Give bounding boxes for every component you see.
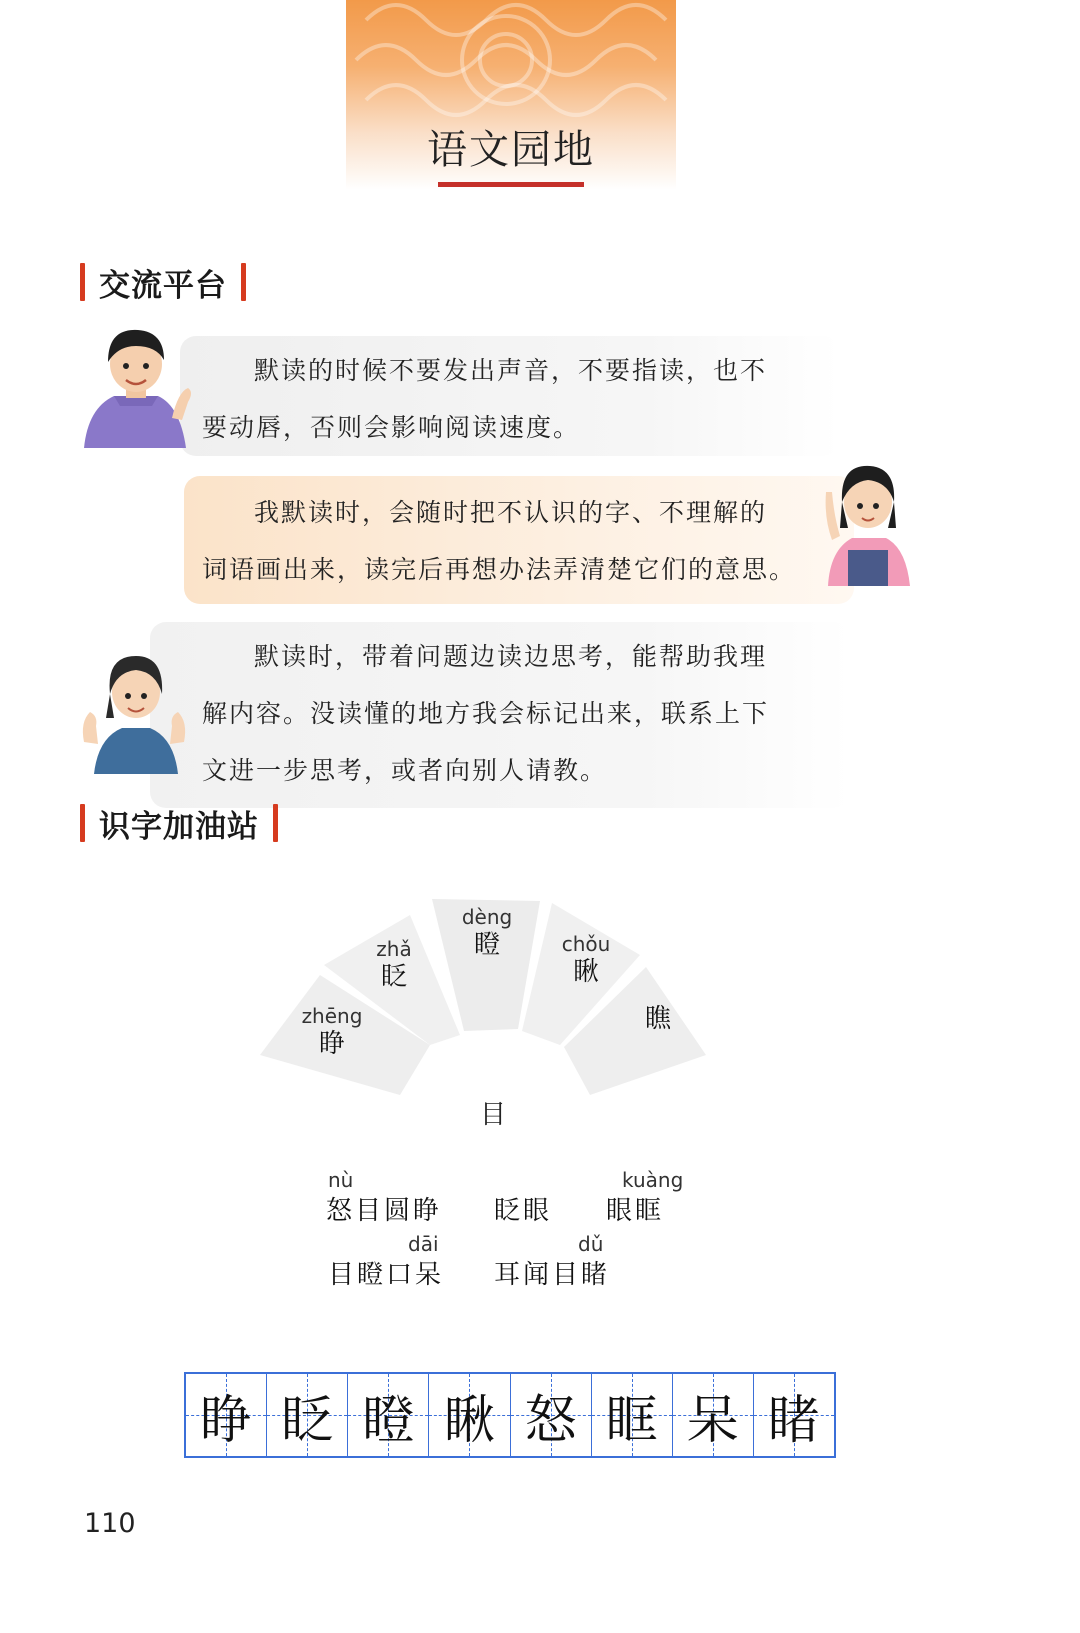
bubble-line: 默读的时候不要发出声音，不要指读，也不 <box>254 356 768 385</box>
fan-char <box>618 1003 698 1035</box>
section-heading-communication <box>80 262 246 302</box>
bubble-line: 默读时，带着问题边读边思考，能帮助我理 <box>254 642 768 671</box>
fan-char <box>447 905 527 961</box>
heading-bar-right <box>273 804 278 842</box>
girl-illustration-2 <box>80 650 192 774</box>
bubble-line: 文进一步思考，或者向别人请教。 <box>202 756 608 785</box>
pinyin: zhēng <box>301 1004 363 1028</box>
word-pinyin: dāi <box>408 1232 439 1256</box>
fan-center-radical: 目 <box>480 1100 507 1130</box>
fan-char <box>292 1004 372 1060</box>
speech-bubble-2 <box>184 476 854 604</box>
boy-illustration <box>76 322 196 448</box>
hanzi: 瞧 <box>644 1004 671 1034</box>
page-title: 语文园地 <box>427 127 595 173</box>
writing-grid <box>184 1372 836 1458</box>
speech-bubble-1 <box>180 336 840 456</box>
word-pinyin: dǔ <box>578 1232 604 1256</box>
hanzi: 睁 <box>318 1029 345 1059</box>
hanzi: 眨 <box>380 962 407 992</box>
section-heading-literacy <box>80 803 278 843</box>
pinyin: chǒu <box>561 932 611 956</box>
grid-cell: 瞪 <box>348 1374 429 1456</box>
section-title: 识字加油站 <box>99 808 259 845</box>
grid-cell: 怒 <box>511 1374 592 1456</box>
section-title: 交流平台 <box>99 267 227 304</box>
word-pinyin: kuàng <box>622 1168 684 1192</box>
word: 目瞪口呆 <box>328 1260 445 1290</box>
word: 怒目圆睁 <box>326 1196 443 1226</box>
hanzi: 瞅 <box>572 957 599 987</box>
word: 眼眶 <box>606 1196 665 1226</box>
pinyin: dèng <box>461 905 513 929</box>
title-underline <box>438 182 584 187</box>
bubble-line: 词语画出来，读完后再想办法弄清楚它们的意思。 <box>202 555 797 584</box>
word: 耳闻目睹 <box>494 1260 611 1290</box>
grid-cell: 睁 <box>186 1374 267 1456</box>
grid-cell: 睹 <box>754 1374 834 1456</box>
bubble-line: 要动唇，否则会影响阅读速度。 <box>202 413 581 442</box>
word-pinyin: nù <box>328 1168 354 1192</box>
bubble-line: 我默读时，会随时把不认识的字、不理解的 <box>254 498 768 527</box>
heading-bar-left <box>80 804 85 842</box>
grid-cell: 眨 <box>267 1374 348 1456</box>
page-number: 110 <box>84 1508 136 1539</box>
pinyin: zhǎ <box>376 937 412 961</box>
grid-cell: 瞅 <box>429 1374 510 1456</box>
fan-char <box>354 937 434 993</box>
fan-char <box>546 932 626 988</box>
grid-cell: 呆 <box>673 1374 754 1456</box>
heading-bar-right <box>241 263 246 301</box>
word: 眨眼 <box>494 1196 553 1226</box>
bubble-line: 解内容。没读懂的地方我会标记出来，联系上下 <box>202 699 770 728</box>
grid-cell: 眶 <box>592 1374 673 1456</box>
girl-illustration <box>818 458 918 586</box>
hanzi: 瞪 <box>473 930 500 960</box>
speech-bubble-3 <box>150 622 850 808</box>
heading-bar-left <box>80 263 85 301</box>
